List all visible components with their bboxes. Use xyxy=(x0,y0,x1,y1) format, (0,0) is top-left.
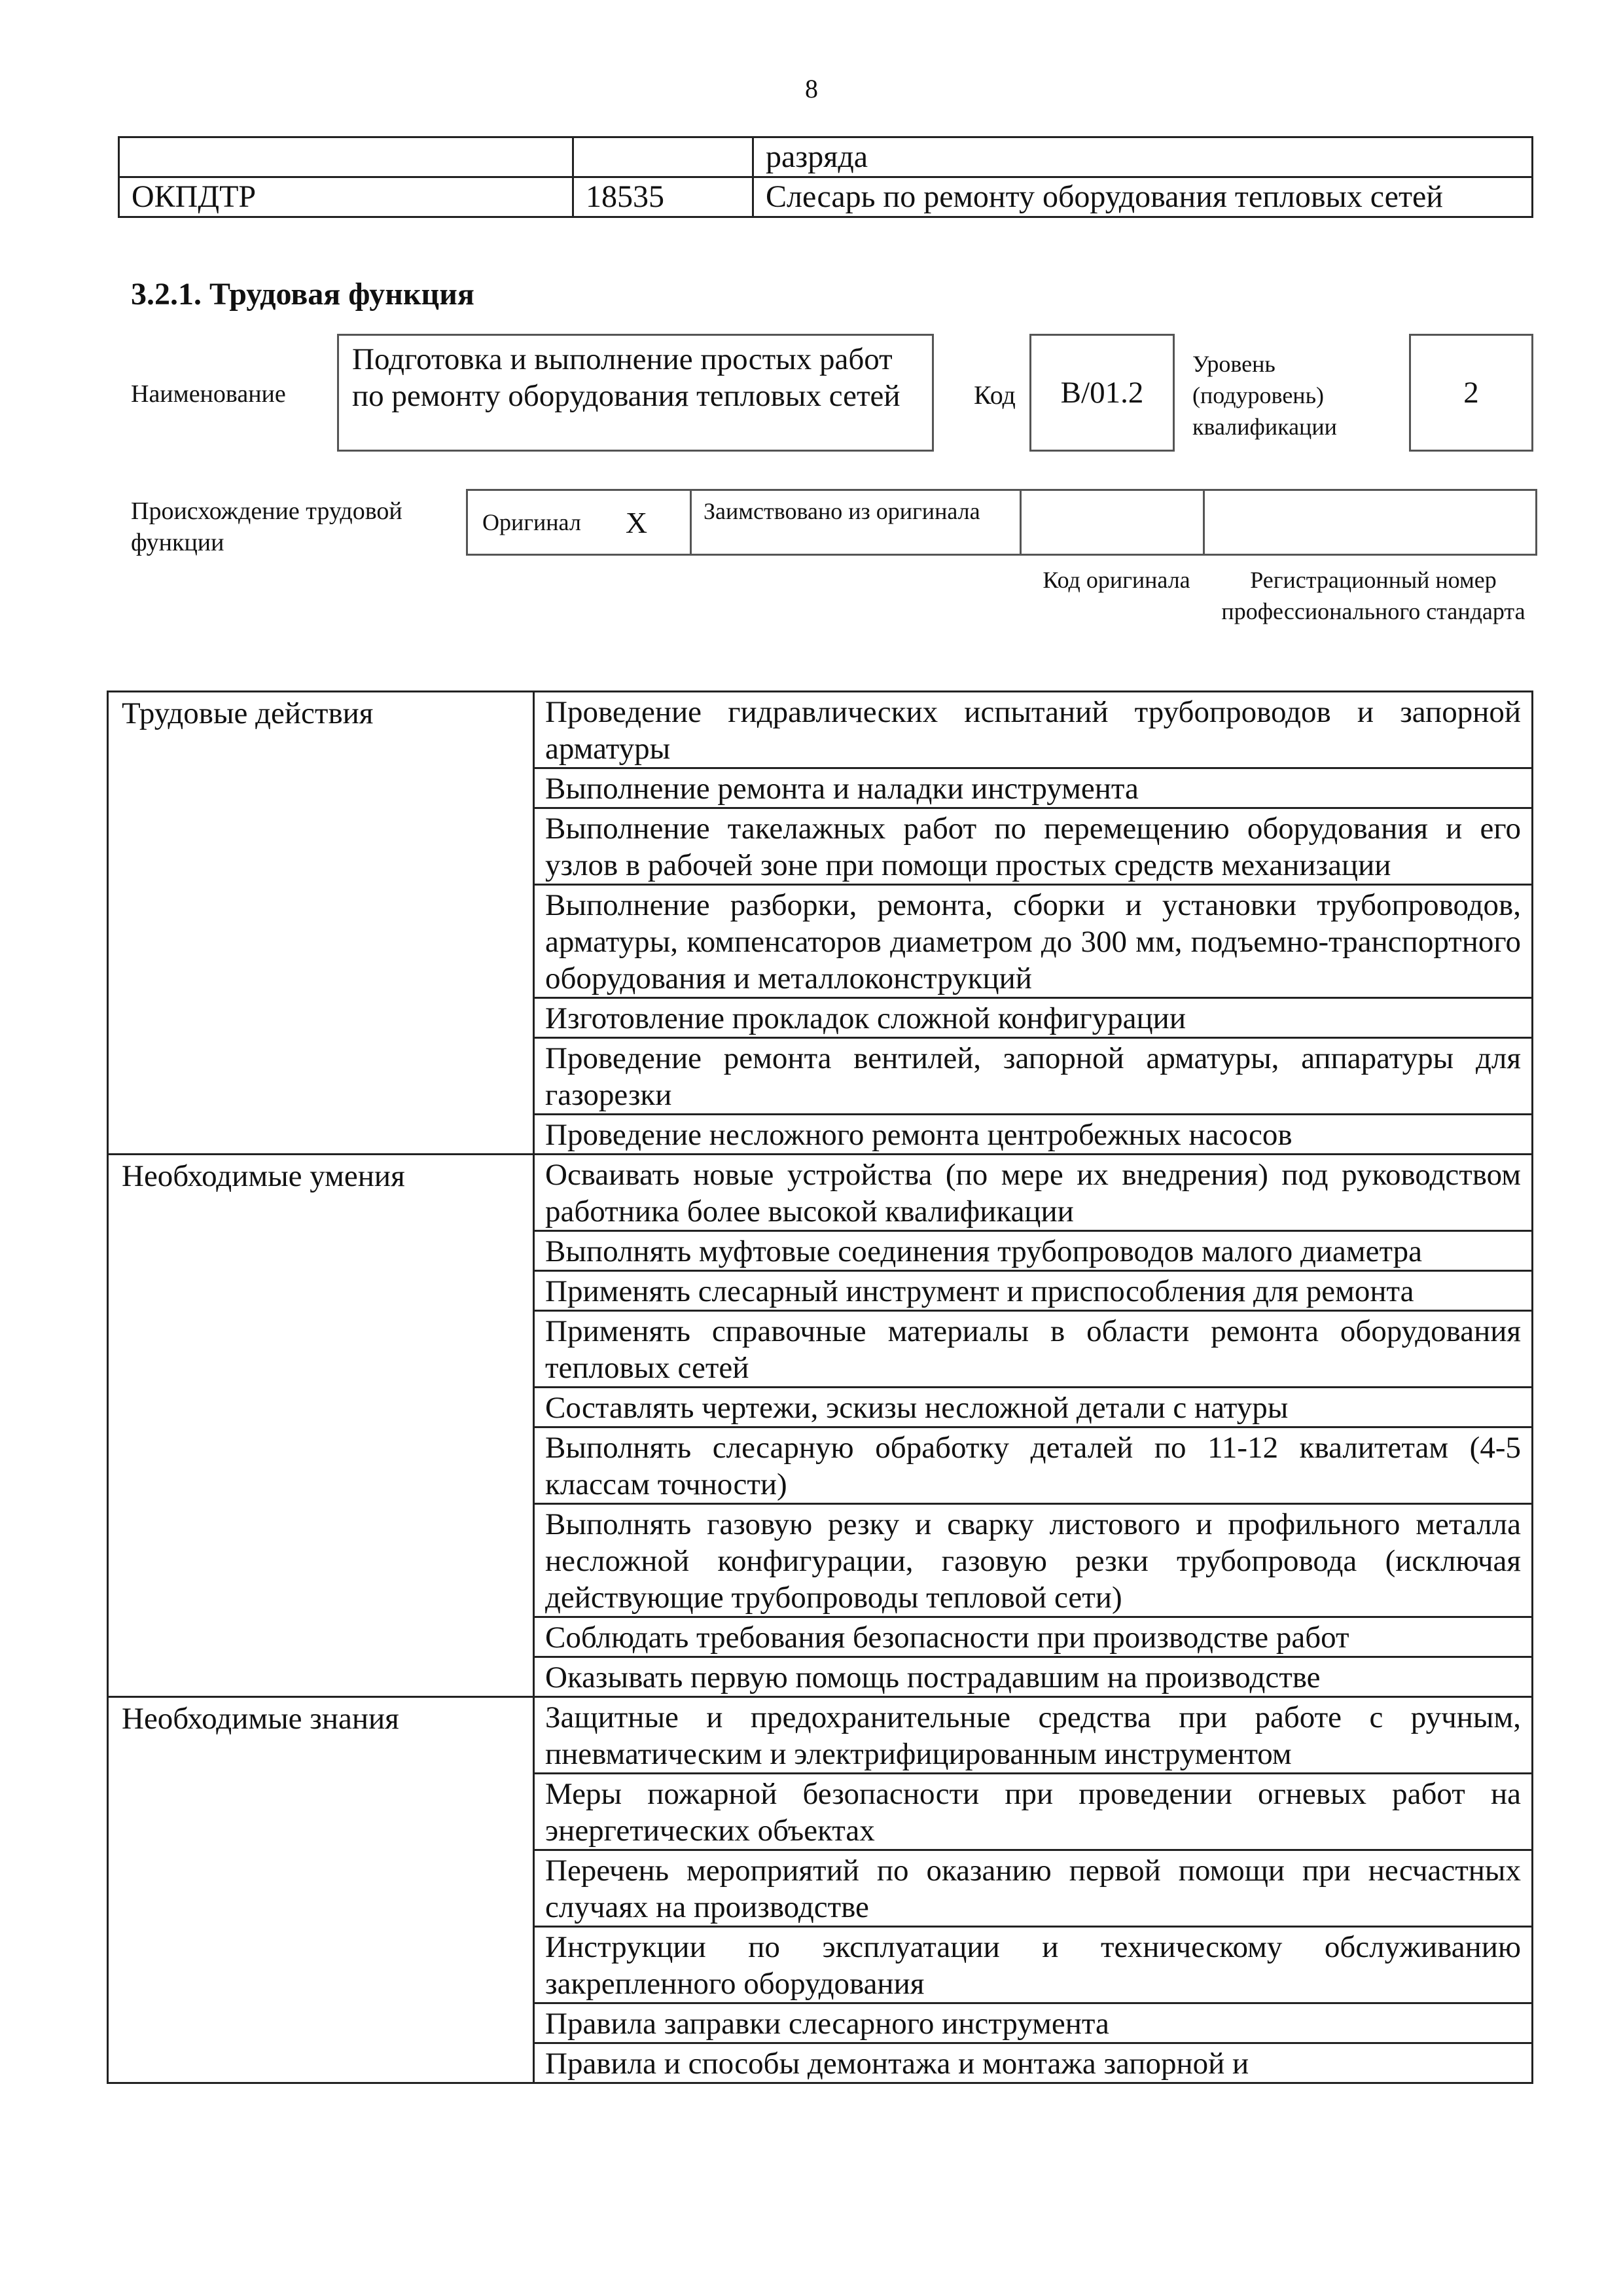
requirement-item: Соблюдать требования безопасности при производстве работ xyxy=(534,1617,1533,1657)
level-value-box: 2 xyxy=(1409,334,1533,452)
original-label: Оригинал xyxy=(482,509,581,535)
original-cell xyxy=(468,491,692,554)
section-title: 3.2.1. Трудовая функция xyxy=(131,277,474,312)
table-cell xyxy=(573,137,753,177)
requirement-item: Инструкции по эксплуатации и техническому обслуживанию закрепленного оборудования xyxy=(534,1927,1533,2003)
requirement-item: Выполнять газовую резку и сварку листового и профильного металла несложной конфигурации, газовую резки трубопровода (исключая действующие трубопроводы тепловой сети) xyxy=(534,1504,1533,1617)
level-label: Уровень (подуровень) квалификации xyxy=(1192,351,1337,440)
table-row xyxy=(108,1697,1533,1774)
borrowed-cell: Заимствовано из оригинала xyxy=(692,491,1022,554)
name-label: Наименование xyxy=(131,380,286,408)
section-category: Трудовые действия xyxy=(108,692,534,1155)
requirement-item: Применять справочные материалы в области ремонта оборудования тепловых сетей xyxy=(534,1311,1533,1388)
table-cell: 18535 xyxy=(573,177,753,217)
qualification-codes-table xyxy=(118,136,1533,218)
table-row xyxy=(108,1155,1533,1231)
table-cell: ОКПДТР xyxy=(119,177,573,217)
section-category: Необходимые знания xyxy=(108,1697,534,2083)
requirement-item: Составлять чертежи, эскизы несложной детали с натуры xyxy=(534,1388,1533,1427)
table-row xyxy=(108,692,1533,768)
table-cell: разряда xyxy=(753,137,1533,177)
code-label: Код xyxy=(974,380,1016,410)
page-number: 8 xyxy=(805,74,818,103)
original-code-cell xyxy=(1022,491,1205,554)
origin-label: Происхождение трудовой функции xyxy=(131,497,402,556)
requirement-item: Перечень мероприятий по оказанию первой помощи при несчастных случаях на производстве xyxy=(534,1850,1533,1927)
requirement-item: Выполнять муфтовые соединения трубопроводов малого диаметра xyxy=(534,1231,1533,1271)
requirement-item: Правила заправки слесарного инструмента xyxy=(534,2003,1533,2043)
labor-function-table xyxy=(107,691,1533,2084)
section-category: Необходимые умения xyxy=(108,1155,534,1697)
requirement-item: Проведение несложного ремонта центробежных насосов xyxy=(534,1115,1533,1155)
function-code-box: B/01.2 xyxy=(1029,334,1175,452)
requirement-item: Выполнение разборки, ремонта, сборки и установки трубопроводов, арматуры, компенсаторов диаметром до 300 мм, подъемно-транспортного оборудования и металлоконструкций xyxy=(534,885,1533,998)
table-row xyxy=(119,137,1533,177)
original-code-caption: Код оригинала xyxy=(1043,567,1190,593)
table-cell: Слесарь по ремонту оборудования тепловых сетей xyxy=(753,177,1533,217)
origin-row xyxy=(466,489,1537,556)
requirement-item: Выполнять слесарную обработку деталей по 11-12 квалитетам (4-5 классам точности) xyxy=(534,1427,1533,1504)
requirement-item: Применять слесарный инструмент и приспособления для ремонта xyxy=(534,1271,1533,1311)
registration-number-caption: Регистрационный номер профессионального стандарта xyxy=(1221,567,1525,624)
requirement-item: Выполнение ремонта и наладки инструмента xyxy=(534,768,1533,808)
requirement-item: Проведение гидравлических испытаний трубопроводов и запорной арматуры xyxy=(534,692,1533,768)
table-cell xyxy=(119,137,573,177)
requirement-item: Защитные и предохранительные средства при работе с ручным, пневматическим и электрифицированным инструментом xyxy=(534,1697,1533,1774)
requirement-item: Правила и способы демонтажа и монтажа запорной и xyxy=(534,2043,1533,2083)
function-name-box: Подготовка и выполнение простых работ по ремонту оборудования тепловых сетей xyxy=(337,334,934,452)
registration-number-cell xyxy=(1205,491,1535,554)
requirement-item: Оказывать первую помощь пострадавшим на производстве xyxy=(534,1657,1533,1697)
original-mark: X xyxy=(625,505,648,539)
requirement-item: Меры пожарной безопасности при проведении огневых работ на энергетических объектах xyxy=(534,1774,1533,1850)
requirement-item: Проведение ремонта вентилей, запорной арматуры, аппаратуры для газорезки xyxy=(534,1038,1533,1115)
table-row xyxy=(119,177,1533,217)
requirement-item: Выполнение такелажных работ по перемещению оборудования и его узлов в рабочей зоне при помощи простых средств механизации xyxy=(534,808,1533,885)
requirement-item: Осваивать новые устройства (по мере их внедрения) под руководством работника более высокой квалификации xyxy=(534,1155,1533,1231)
requirement-item: Изготовление прокладок сложной конфигурации xyxy=(534,998,1533,1038)
